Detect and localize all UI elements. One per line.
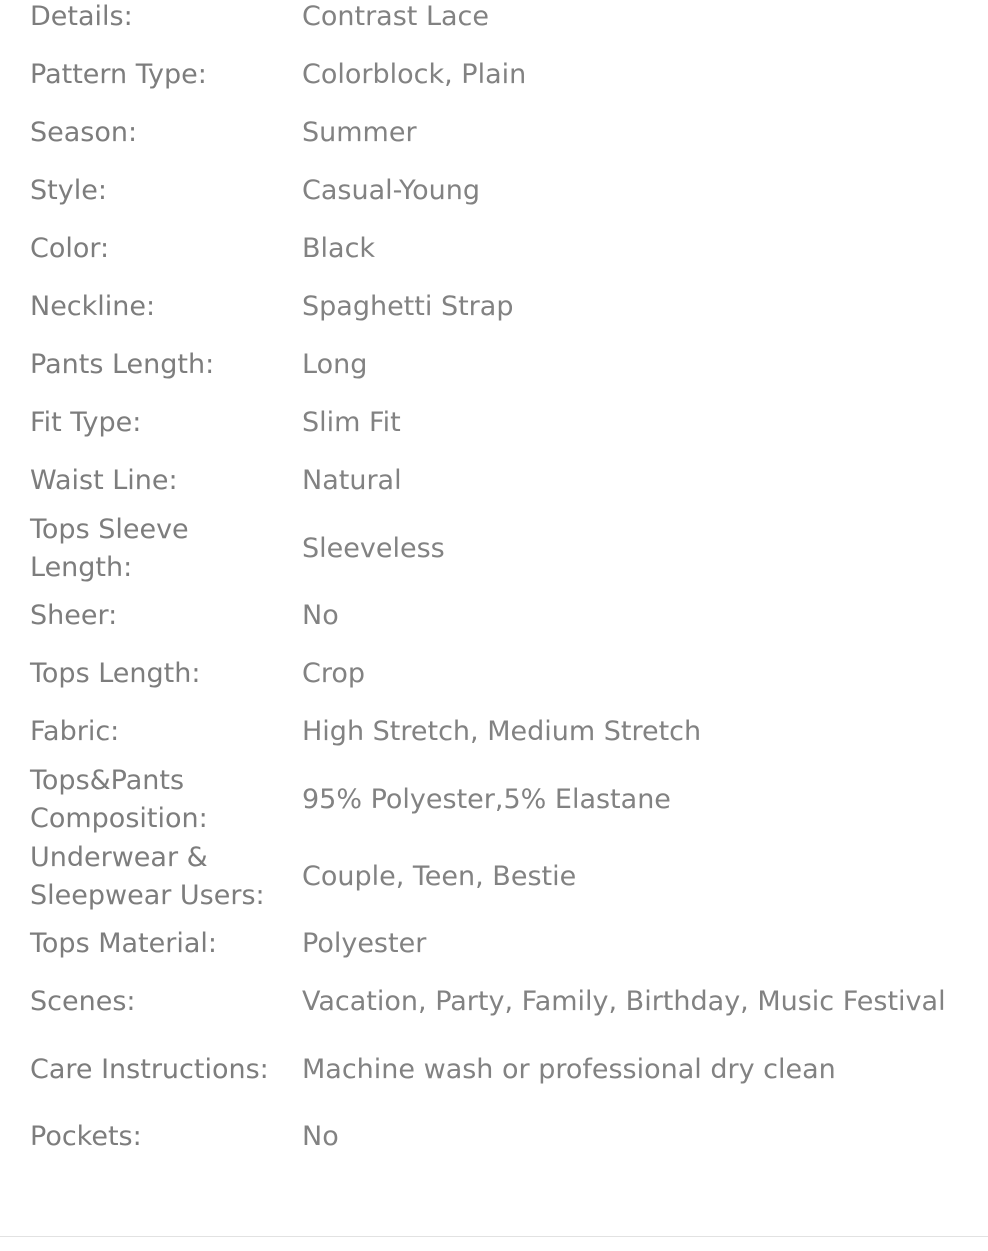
attribute-label: Pockets: [30, 1121, 142, 1153]
table-row [30, 1031, 962, 1108]
attribute-label: Tops&Pants Composition: [30, 765, 208, 834]
attribute-value: No [302, 1121, 339, 1153]
attribute-label: Color: [30, 233, 110, 265]
table-row [30, 394, 962, 452]
table-row [30, 336, 962, 394]
attribute-label: Tops Length: [30, 658, 201, 690]
attribute-value: Sleeveless [302, 532, 445, 564]
table-row [30, 162, 962, 220]
attribute-value: Long [302, 349, 368, 381]
table-row [30, 838, 962, 915]
attribute-value: No [302, 600, 339, 632]
attribute-label: Style: [30, 175, 107, 207]
attribute-label: Underwear & Sleepwear Users: [30, 842, 265, 911]
attribute-label: Details: [30, 1, 133, 33]
attribute-label: Neckline: [30, 291, 156, 323]
table-row [30, 278, 962, 336]
attribute-value: Spaghetti Strap [302, 291, 514, 323]
attribute-value: 95% Polyester,5% Elastane [302, 783, 671, 815]
attribute-label: Tops Sleeve Length: [30, 514, 189, 583]
attribute-label: Waist Line: [30, 465, 178, 497]
attribute-label: Season: [30, 117, 138, 149]
table-row [30, 510, 962, 587]
attribute-value: Natural [302, 465, 402, 497]
attribute-label: Pattern Type: [30, 59, 207, 91]
attribute-value: Colorblock, Plain [302, 59, 527, 91]
attribute-label: Care Instructions: [30, 1053, 269, 1085]
attribute-label: Sheer: [30, 600, 118, 632]
table-row [30, 1108, 962, 1166]
attribute-value: Machine wash or professional dry clean [302, 1053, 836, 1085]
table-row [30, 104, 962, 162]
table-row [30, 587, 962, 645]
table-row [30, 973, 962, 1031]
table-row [30, 703, 962, 761]
section-divider [0, 1236, 988, 1237]
attribute-value: Black [302, 233, 376, 265]
table-row [30, 46, 962, 104]
attribute-label: Fit Type: [30, 407, 142, 439]
attribute-value: Summer [302, 117, 417, 149]
attribute-value: Vacation, Party, Family, Birthday, Music Festival [302, 986, 946, 1018]
table-row [30, 0, 962, 46]
attribute-value: Polyester [302, 928, 427, 960]
attribute-label: Fabric: [30, 716, 120, 748]
table-row [30, 915, 962, 973]
attribute-value: Couple, Teen, Bestie [302, 860, 577, 892]
table-row [30, 220, 962, 278]
table-row [30, 452, 962, 510]
attribute-value: Casual-Young [302, 175, 480, 207]
attribute-value: Crop [302, 658, 366, 690]
table-row [30, 645, 962, 703]
attribute-value: High Stretch, Medium Stretch [302, 716, 702, 748]
attribute-value: Slim Fit [302, 407, 401, 439]
table-row [30, 761, 962, 838]
attribute-label: Scenes: [30, 986, 136, 1018]
attribute-label: Pants Length: [30, 349, 215, 381]
attribute-value: Contrast Lace [302, 1, 489, 33]
attribute-label: Tops Material: [30, 928, 217, 960]
